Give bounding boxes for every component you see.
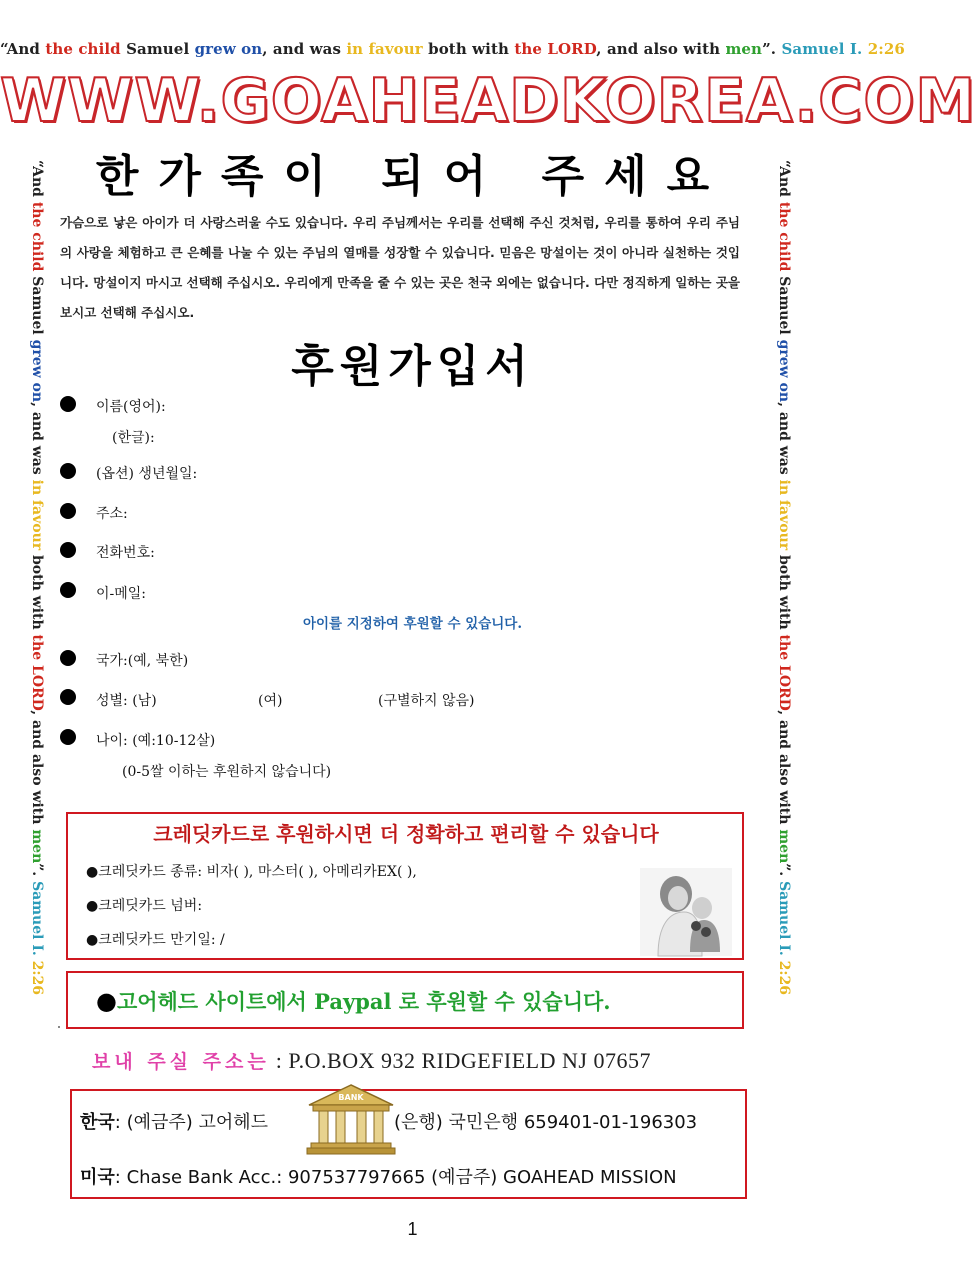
verse-part: “And: [776, 160, 792, 202]
verse-part: , and also with: [29, 710, 45, 830]
site-banner[interactable]: WWW.GOAHEADKOREA.COM: [0, 66, 976, 136]
paypal-text: 고어헤드 사이트에서 Paypal 로 후원할 수 있습니다.: [116, 989, 611, 1014]
verse-part: grew on: [776, 339, 792, 403]
verse-part: , and also with: [776, 710, 792, 830]
verse-part: ”.: [29, 863, 45, 882]
bank-korea-line: [80, 1108, 268, 1134]
field-country[interactable]: 국가:(예, 북한): [96, 653, 189, 669]
verse-part: the child: [45, 40, 127, 58]
bullet-icon: [60, 463, 76, 479]
credit-card-number-field[interactable]: ●크레딧카드 넘버:: [86, 898, 203, 914]
field-gender-male[interactable]: 성별: (남): [96, 693, 157, 709]
intro-paragraph: 가슴으로 낳은 아이가 더 사랑스러울 수도 있습니다. 우리 주님께서는 우리를 선택해 주신 것처럼, 우리를 통하여 우리 주님의 사랑을 체험하고 큰 은혜를 나눌 수 있는 주님의 열매를 성장할 수 있습니다. 믿음은 망설이는 것이 아니라 실천하는 것입니다. 망설이지 마시고 선택해 주십시오. 우리에게 만족을 줄 수 있는 곳은 천국 외에는 없습니다. 다만 정직하게 일하는 곳을 보시고 선택해 주십시오.: [60, 215, 740, 320]
bank-us-prefix: 미국: [80, 1167, 115, 1188]
designate-note: 아이를 지정하여 후원할 수 있습니다.: [302, 616, 523, 632]
verse-part: , and was: [776, 402, 792, 480]
bank-korea-account: (은행) 국민은행 659401-01-196303: [394, 1112, 698, 1133]
verse-part: ”.: [762, 40, 782, 58]
verse-part: both with: [29, 550, 45, 635]
verse-part: Samuel: [776, 276, 792, 340]
verse-part: grew on: [29, 339, 45, 403]
verse-part: the child: [29, 201, 45, 277]
mailing-value: : P.O.BOX 932 RIDGEFIELD NJ 07657: [269, 1048, 651, 1073]
field-gender-any[interactable]: (구별하지 않음): [378, 693, 475, 709]
verse-side-right: [770, 160, 792, 996]
bullet-icon: [60, 582, 76, 598]
age-note: (0-5쌀 이하는 후원하지 않습니다): [122, 764, 332, 780]
verse-part: the LORD: [514, 40, 597, 58]
verse-part: grew on: [194, 40, 263, 58]
verse-part: , and was: [29, 402, 45, 480]
field-email[interactable]: 이-메일:: [96, 586, 147, 602]
verse-part: both with: [422, 40, 515, 58]
bank-us-line: [80, 1163, 677, 1189]
bullet-icon: [60, 542, 76, 558]
verse-part: both with: [776, 550, 792, 635]
verse-part: “And: [0, 40, 46, 58]
bullet-icon: ●: [96, 986, 117, 1015]
verse-part: the LORD: [29, 634, 45, 711]
verse-part: Samuel I.: [781, 40, 868, 58]
page-number: 1: [407, 1219, 418, 1239]
field-birthdate[interactable]: (옵션) 생년월일:: [96, 466, 198, 482]
verse-part: Samuel: [126, 40, 195, 58]
bank-korea-holder: : (예금주) 고어헤드: [114, 1112, 269, 1133]
paypal-line[interactable]: [96, 986, 611, 1016]
verse-part: 2:26: [29, 960, 45, 996]
bullet-icon: [60, 503, 76, 519]
bullet-icon: [60, 689, 76, 705]
main-title: 한가족이 되어 주세요: [95, 151, 730, 202]
verse-part: Samuel I.: [776, 881, 792, 961]
verse-part: , and also with: [596, 40, 726, 58]
verse-part: in favour: [776, 479, 792, 551]
verse-part: Samuel: [29, 276, 45, 340]
verse-part: 2:26: [776, 960, 792, 996]
field-gender-female[interactable]: (여): [258, 693, 283, 709]
mailing-address: [92, 1047, 651, 1074]
field-name-english[interactable]: 이름(영어):: [96, 399, 166, 415]
form-title: 후원가입서: [291, 341, 534, 392]
stray-dot: [58, 1026, 60, 1028]
credit-card-title: 크레딧카드로 후원하시면 더 정확하고 편리할 수 있습니다: [153, 822, 659, 846]
bullet-icon: [60, 729, 76, 745]
verse-part: ”.: [776, 863, 792, 882]
verse-part: , and was: [262, 40, 347, 58]
verse-part: the child: [776, 201, 792, 277]
bank-sign-text: BANK: [338, 1093, 364, 1102]
credit-card-type-field[interactable]: ●크레딧카드 종류: 비자( ), 마스터( ), 아메리카EX( ),: [86, 864, 417, 880]
verse-side-left: [23, 160, 45, 996]
verse-header: [0, 40, 905, 58]
field-age[interactable]: 나이: (예:10-12살): [96, 733, 216, 749]
verse-part: the LORD: [776, 634, 792, 711]
field-name-korean[interactable]: (한글):: [112, 430, 155, 446]
verse-part: 2:26: [867, 40, 905, 58]
bank-us-account: : Chase Bank Acc.: 907537797665 (예금주) GOAHEAD MISSION: [114, 1167, 677, 1188]
verse-part: Samuel I.: [29, 881, 45, 961]
bullet-icon: [60, 650, 76, 666]
verse-part: “And: [29, 160, 45, 202]
verse-part: in favour: [346, 40, 423, 58]
bank-korea-prefix: 한국: [80, 1112, 115, 1133]
bullet-icon: [60, 396, 76, 412]
field-address[interactable]: 주소:: [96, 506, 128, 522]
verse-part: men: [29, 829, 45, 864]
mailing-label: 보내 주실 주소는: [92, 1051, 270, 1073]
credit-card-expiry-field[interactable]: ●크레딧카드 만기일: /: [86, 932, 225, 948]
verse-part: in favour: [29, 479, 45, 551]
verse-part: men: [725, 40, 763, 58]
mother-child-photo: [640, 868, 732, 956]
verse-part: men: [776, 829, 792, 864]
field-phone[interactable]: 전화번호:: [96, 545, 155, 561]
